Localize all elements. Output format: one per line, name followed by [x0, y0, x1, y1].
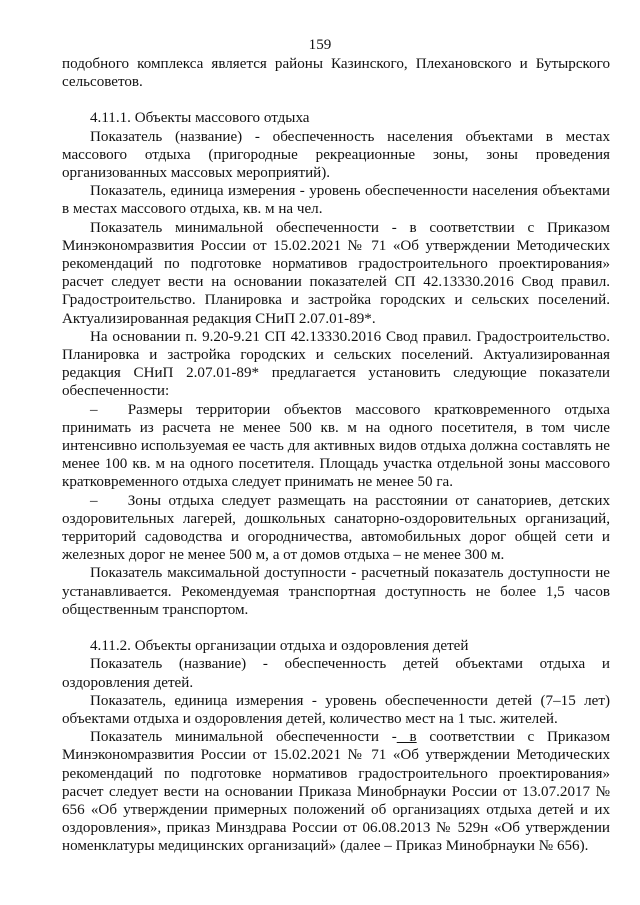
- paragraph-min-provision: Показатель минимальной обеспеченности - в соответствии с Приказом Минэкономразвития России от 15.02.2021 № 71 «Об утверждении Методических рекомендаций по подготовке нормативов градостроительного проектирования» расчет следует вести на основании показателей СП 42.13330.2016 Свод правил. Градостроительство. Планировка и застройка городских и сельских поселений. Актуализированная редакция СНиП 2.07.01-89*.: [62, 219, 610, 327]
- underlined-text-run: в: [396, 729, 417, 746]
- paragraph-indicator-unit: Показатель, единица измерения - уровень обеспеченности населения объектами в местах массового отдыха, кв. м на чел.: [62, 183, 610, 218]
- list-item-placement-distance: – Зоны отдыха следует размещать на расстоянии от санаториев, детских оздоровительных лагерей, дошкольных санаторно-оздоровительных организаций, территорий садоводства и огородничества, автомобильных дорог общей сети и железных дорог не менее 500 м, а от домов отдыха – не менее 300 м.: [62, 492, 610, 564]
- text-run: соответствии с Приказом Минэкономразвития России от 15.02.2021 № 71 «Об утверждении Методических рекомендаций по подготовке нормативов градостроительного проектирования» расчет следует вести на основании Приказа Минобрнауки России от 13.07.2017 № 656 «Об утверждении примерных положений об организациях отдыха детей и их оздоровления», приказ Минздрава России от 06.08.2013 № 529н «Об утверждении номенклатуры медицинских организаций» (далее – Приказ Минобрнауки № 656).: [62, 729, 610, 855]
- paragraph-basis: На основании п. 9.20-9.21 СП 42.13330.2016 Свод правил. Градостроительство. Планировка и застройка городских и сельских поселений. Актуализированная редакция СНиП 2.07.01-89* предлагается установить следующие показатели обеспеченности:: [62, 328, 610, 400]
- paragraph-children-indicator-name: Показатель (название) - обеспеченность детей объектами отдыха и оздоровления детей.: [62, 656, 610, 691]
- section-gap: [62, 91, 610, 109]
- paragraph-indicator-name: Показатель (название) - обеспеченность населения объектами в местах массового отдыха (пригородные рекреационные зоны, зоны проведения организованных массовых мероприятий).: [62, 128, 610, 182]
- paragraph-intro-continuation: подобного комплекса является районы Казинского, Плехановского и Бутырского сельсоветов.: [62, 56, 610, 91]
- list-item-territory-size: – Размеры территории объектов массового кратковременного отдыха принимать из расчета не менее 500 кв. м на одного посетителя, в том числе интенсивно используемая ее часть для активных видов отдыха должна составлять не менее 100 кв. м на одного посетителя. Площадь участка отдельной зоны массового кратковременного отдыха следует принимать не менее 50 га.: [62, 401, 610, 491]
- page-number: 159: [308, 37, 332, 53]
- section-gap: [62, 619, 610, 637]
- section-heading-4-11-1: 4.11.1. Объекты массового отдыха: [90, 110, 310, 127]
- paragraph-max-accessibility: Показатель максимальной доступности - расчетный показатель доступности не устанавливается. Рекомендуемая транспортная доступность не более 1,5 часов общественным транспортом.: [62, 565, 610, 618]
- text-run: Показатель минимальной обеспеченности -: [90, 729, 397, 746]
- paragraph-children-indicator-unit: Показатель, единица измерения - уровень обеспеченности детей (7–15 лет) объектами отдыха и оздоровления детей, количество мест на 1 тыс. жителей.: [62, 692, 610, 727]
- document-body: [62, 55, 610, 856]
- section-heading-4-11-2: 4.11.2. Объекты организации отдыха и оздоровления детей: [90, 638, 469, 655]
- paragraph-children-min-provision: [62, 728, 610, 855]
